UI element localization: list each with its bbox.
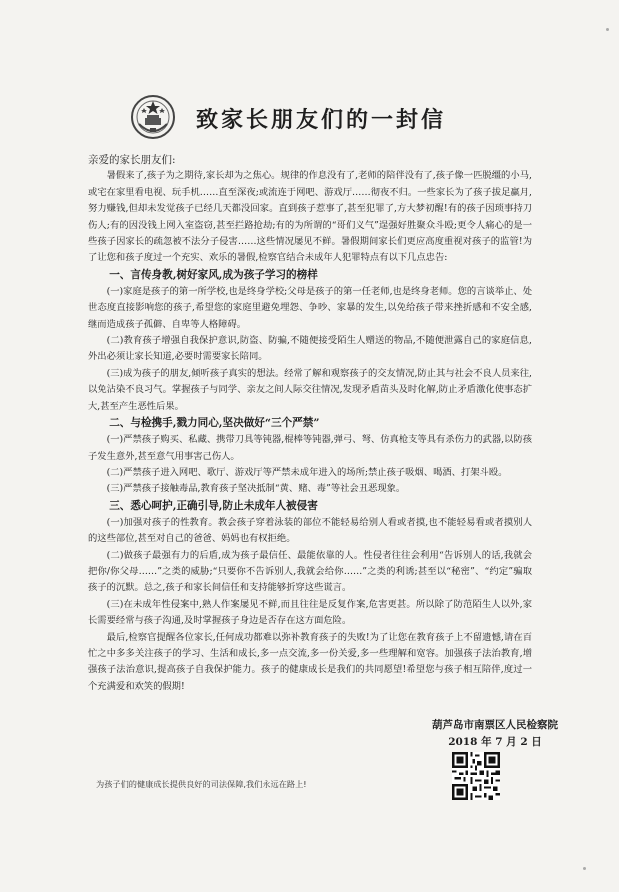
national-emblem-icon xyxy=(130,94,176,140)
section-paragraph: (二)严禁孩子进入网吧、歌厅、游戏厅等严禁未成年进入的场所;禁止孩子吸烟、喝酒、打架斗殴。 xyxy=(106,466,508,478)
letter-body xyxy=(88,152,532,695)
signature-date: 2018 年 7 月 2 日 xyxy=(448,736,542,748)
section-paragraph: (一)家庭是孩子的第一所学校,也是终身学校;父母是孩子的第一任老师,也是终身老师。您的言谈举止、处世态度直接影响您的孩子,希望您的家庭里避免埋怨、争吵、家暴的发生,以免给孩子带来挫折感和不安全感,继而造成孩子孤僻、自卑等人格障碍。 xyxy=(88,285,532,330)
salutation: 亲爱的家长朋友们: xyxy=(88,154,176,166)
scan-speck xyxy=(606,28,609,31)
scan-speck xyxy=(583,867,586,870)
section-paragraph: (三)成为孩子的朋友,倾听孩子真实的想法。经常了解和观察孩子的交友情况,防止其与社会不良人员来往,以免沾染不良习气。掌握孩子与同学、亲友之间人际交往情况,发现矛盾苗头及时化解,防止矛盾激化使事态扩大,甚至产生恶性后果。 xyxy=(88,367,532,412)
section-paragraph: (一)严禁孩子购买、私藏、携带刀具等钝器,棍棒等钝器,弹弓、弩、仿真枪支等具有杀伤力的武器,以防孩子发生意外,甚至意气用事害己伤人。 xyxy=(88,434,532,462)
section-paragraph: (一)加强对孩子的性教育。教会孩子穿着泳装的部位不能轻易给别人看或者摸,也不能轻易看或者摸别人的这些部位,甚至对自己的爸爸、妈妈也有权拒绝。 xyxy=(88,516,532,545)
section-paragraph: (二)做孩子最强有力的后盾,成为孩子最信任、最能依靠的人。性侵者往往会利用“告诉别人的话,我就会把你/你父母……”之类的威胁;“只要你不告诉别人,我就会给你……”之类的利诱;甚至以“秘密”、“约定”骗取孩子的沉默。总之,孩子和家长间信任和支持能够折穿这些谎言。 xyxy=(88,549,532,594)
closing-paragraph: 最后,检察官提醒各位家长,任何成功都难以弥补教育孩子的失败!为了让您在教育孩子上不留遗憾,请在百忙之中多多关注孩子的学习、生活和成长,多一点交流,多一份关爱,多一些理解和宽容。加强孩子法治教育,增强孩子法治意识,提高孩子自我保护能力。孩子的健康成长是我们的共同愿望!希望您与孩子相互陪伴,度过一个充满爱和欢笑的假期! xyxy=(88,631,532,692)
signature-block xyxy=(420,717,570,751)
letter-title: 致家长朋友们的一封信 xyxy=(196,107,447,133)
section-paragraph: (二)教育孩子增强自我保护意识,防盗、防骗,不随便接受陌生人赠送的物品,不随便泄露自己的家庭信息,外出必须让家长知道,必要时需要家长陪同。 xyxy=(88,335,532,363)
section-heading: 二、与检携手,戮力同心,坚决做好“三个严禁” xyxy=(109,417,320,430)
qr-code-icon xyxy=(452,752,500,800)
signature-org: 葫芦岛市南票区人民检察院 xyxy=(432,719,558,731)
footer-note: 为孩子们的健康成长提供良好的司法保障,我们永远在路上! xyxy=(96,779,307,789)
section-paragraph: (三)严禁孩子接触毒品,教育孩子坚决抵制“黄、赌、毒”等社会丑恶现象。 xyxy=(106,483,406,495)
section-paragraph: (三)在未成年性侵案中,熟人作案屡见不鲜,而且往往是反复作案,危害更甚。所以除了防范陌生人以外,家长需要经常与孩子沟通,及时掌握孩子身边是否存在这方面危险。 xyxy=(88,598,532,627)
section-heading: 三、悉心呵护,正确引导,防止未成年人被侵害 xyxy=(109,499,318,512)
section-heading: 一、言传身教,树好家风,成为孩子学习的榜样 xyxy=(109,268,318,281)
intro-paragraph: 暑假来了,孩子为之期待,家长却为之焦心。规律的作息没有了,老师的陪伴没有了,孩子像一匹脱缰的小马,或宅在家里看电视、玩手机……直至深夜;或流连于网吧、游戏厅……彻夜不归。一些家长为了孩子拔足赢月,努力赚钱,但却未发觉孩子已经几天都没回家。直到孩子惹事了,甚至犯罪了,方大梦初醒!有的孩子因琐事持刀伤人;有的因没钱上网入室盗窃,甚至拦路抢劫;有的为所谓的“哥们义气”逞强好胜聚众斗殴;更令人痛心的是一些孩子因家长的疏忽被不法分子侵害……这些情况屡见不鲜。暑假期间家长们更应高度重视对孩子的监管!为了让您和孩子度过一个充实、欢乐的暑假,检察官结合未成年人犯罪特点有以下几点忠告: xyxy=(88,170,532,264)
